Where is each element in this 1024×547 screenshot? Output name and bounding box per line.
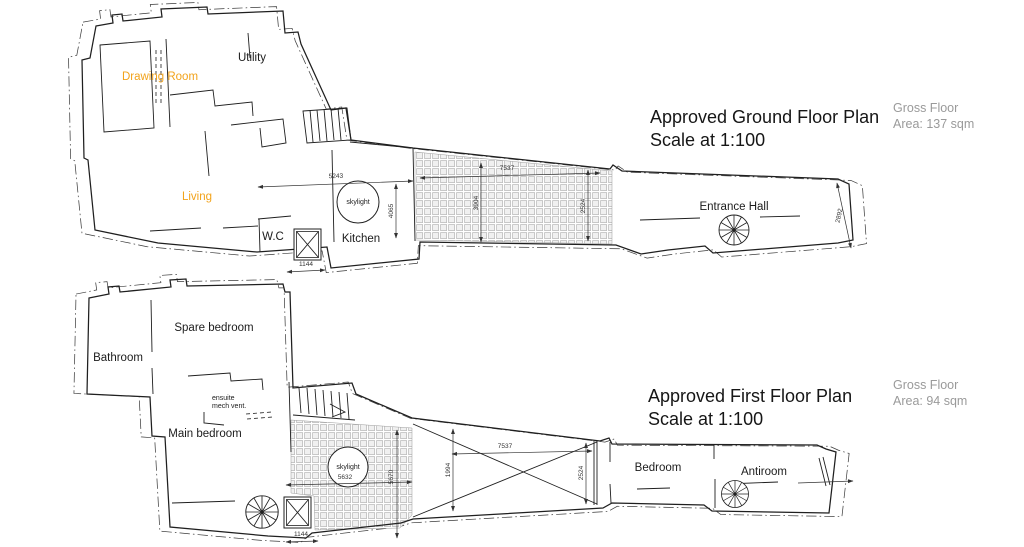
ground-lift-shaft bbox=[294, 229, 321, 260]
room-label-antiroom: Antiroom bbox=[740, 466, 788, 478]
first-spiral-stair-main bbox=[246, 496, 278, 528]
first-spiral-stair-antiroom bbox=[722, 481, 749, 508]
dimension-label: 3904 bbox=[473, 195, 480, 211]
first-staircase bbox=[299, 388, 349, 419]
first-floor-gross-area bbox=[893, 377, 967, 410]
gross-floor-line2: Area: 94 sqm bbox=[893, 394, 968, 409]
ground-floor-title: Approved Ground Floor Plan bbox=[650, 107, 880, 127]
room-label-spare-bedroom: Spare bedroom bbox=[174, 322, 254, 334]
room-label-utility: Utility bbox=[237, 52, 267, 64]
room-label-ensuite-line2: mech vent. bbox=[212, 403, 247, 410]
dimension-label: 2892 bbox=[834, 207, 845, 224]
dimension-label: 5632 bbox=[337, 474, 353, 481]
dimension-label: 7537 bbox=[499, 165, 515, 172]
first-floor-scale: Scale at 1:100 bbox=[648, 409, 764, 430]
room-label-drawing-room: Drawing Room bbox=[121, 71, 199, 83]
ground-spiral-stair bbox=[719, 215, 749, 245]
room-label-ensuite-line1: ensuite bbox=[212, 395, 235, 402]
room-label-skylight: skylight bbox=[346, 199, 370, 206]
room-label-main-bedroom: Main bedroom bbox=[168, 428, 242, 440]
room-label-skylight-first: skylight bbox=[336, 464, 360, 471]
dimension-label: 4065 bbox=[388, 203, 395, 219]
room-label-bathroom: Bathroom bbox=[93, 352, 143, 364]
gross-floor-line1: Gross Floor bbox=[893, 101, 959, 115]
dimension-label: 1144 bbox=[294, 531, 308, 538]
room-label-bedroom: Bedroom bbox=[634, 462, 682, 474]
dimension-label: 5243 bbox=[328, 172, 344, 181]
dimension-label: 2524 bbox=[580, 198, 587, 214]
dimension-label: 5670 bbox=[388, 469, 395, 485]
room-label-living: Living bbox=[181, 191, 213, 203]
ground-staircase bbox=[303, 108, 351, 143]
dimension-label: 1994 bbox=[445, 462, 452, 478]
dimension-label: 1144 bbox=[299, 261, 313, 268]
ground-dim-line-5243 bbox=[258, 181, 413, 187]
ground-dim-line-1144 bbox=[287, 270, 325, 272]
first-lift-shaft bbox=[284, 497, 311, 528]
first-dim-line-1144 bbox=[286, 541, 318, 542]
dimension-label: 2524 bbox=[578, 465, 585, 481]
ground-floor-scale: Scale at 1:100 bbox=[650, 130, 766, 151]
first-floor-title: Approved First Floor Plan bbox=[648, 386, 853, 406]
gross-floor-line1: Gross Floor bbox=[893, 378, 959, 392]
room-label-entrance-hall: Entrance Hall bbox=[699, 201, 769, 213]
first-door-opening-dashed bbox=[246, 412, 273, 419]
dimension-label: 7537 bbox=[497, 443, 513, 450]
first-floor-title-block bbox=[648, 385, 852, 431]
ground-floor-gross-area bbox=[893, 100, 974, 133]
room-label-wc: W.C bbox=[262, 231, 284, 243]
room-label-kitchen: Kitchen bbox=[341, 233, 381, 245]
ground-floor-title-block bbox=[650, 106, 879, 152]
gross-floor-line2: Area: 137 sqm bbox=[893, 117, 975, 132]
